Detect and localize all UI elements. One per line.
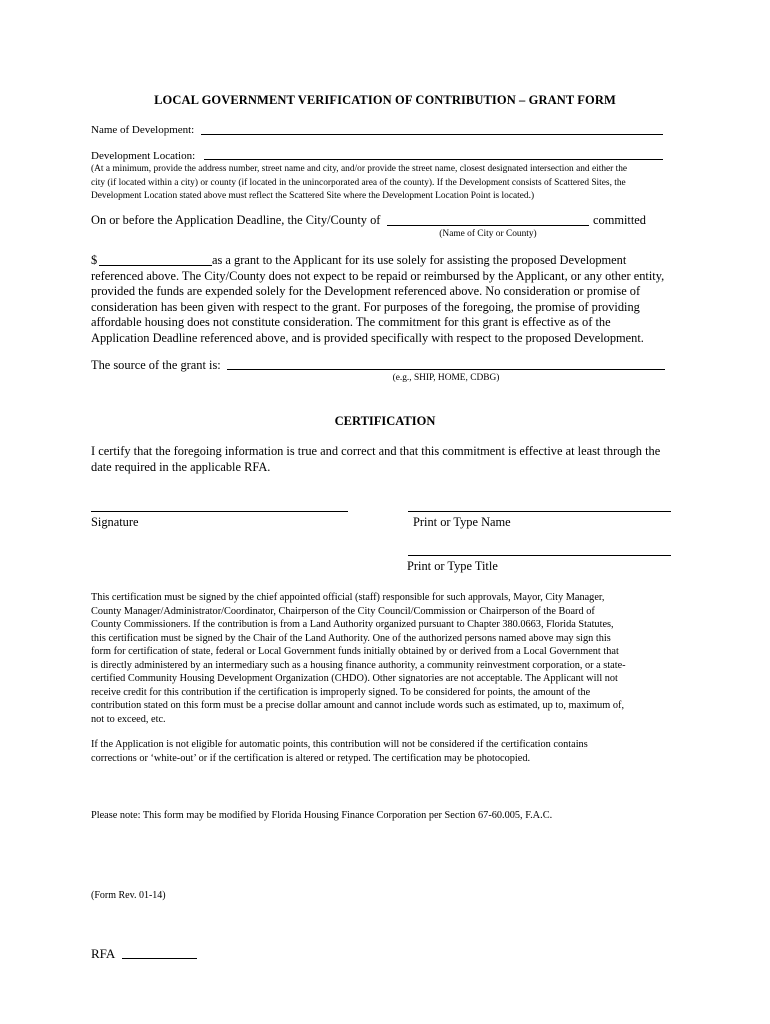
print-name-label: Print or Type Name — [413, 515, 511, 529]
instructions-line: certified Community Housing Development Organization (CHDO). Other signatories are not acceptable. The Applicant will not — [91, 673, 618, 684]
rfa-field[interactable] — [122, 958, 197, 959]
dollar-sign: $ — [91, 253, 98, 267]
instructions-paragraph-1 — [91, 591, 626, 726]
instructions-paragraph-2 — [91, 738, 588, 765]
certification-line-1: I certify that the foregoing information is true and correct and that this commitment is effective at least through the — [91, 444, 661, 458]
source-field[interactable] — [227, 369, 665, 370]
instructions-line: contribution stated on this form must be a precise dollar amount and cannot include words such as estimated, up to, maximum of, — [91, 700, 625, 711]
source-label: The source of the grant is: — [91, 358, 221, 372]
form-revision: (Form Rev. 01-14) — [91, 890, 166, 901]
form-title: LOCAL GOVERNMENT VERIFICATION OF CONTRIBUTION – GRANT FORM — [154, 93, 616, 107]
instructions-line: If the Application is not eligible for automatic points, this contribution will not be considered if the certification contains — [91, 739, 588, 750]
deadline-text: On or before the Application Deadline, the City/County of — [91, 213, 381, 227]
grant-line-5: affordable housing does not constitute consideration. The commitment for this grant is effective as of the — [91, 315, 611, 329]
grant-line-4: consideration has been given with respect to the grant. For purposes of the foregoing, the promise of providing — [91, 299, 640, 314]
name-of-development-label: Name of Development: — [91, 124, 195, 136]
instructions-line: County Commissioners. If the contribution is from a Land Authority organized pursuant to Chapter 380.0663, Florida Statutes, — [91, 619, 614, 630]
signature-field[interactable] — [91, 511, 348, 512]
location-note-line-1: (At a minimum, provide the address number, street name and city, and/or provide the street name, closest designated intersection and either the — [91, 164, 628, 174]
instructions-line: County Manager/Administrator/Coordinator, Chairperson of the City Council/Commission or Chairperson of the Board of — [91, 605, 595, 617]
development-location-field[interactable] — [204, 159, 663, 160]
please-note: Please note: This form may be modified by Florida Housing Finance Corporation per Section 67-60.005, F.A.C. — [91, 810, 553, 821]
grant-line-3: provided the funds are expended solely for the Development referenced above. No consideration or promise of — [91, 284, 641, 298]
instructions-line: receive credit for this contribution if the certification is improperly signed. To be considered for points, the amount of the — [91, 686, 591, 698]
instructions-line: This certification must be signed by the chief appointed official (staff) responsible for such approvals, Mayor, City Manager, — [91, 592, 605, 603]
grant-line-1: as a grant to the Applicant for its use solely for assisting the proposed Development — [212, 253, 627, 267]
name-of-development-field[interactable] — [201, 134, 663, 135]
instructions-line: form for certification of state, federal or Local Government funds initially obtained by or derived from a Local Government that — [91, 646, 619, 657]
instructions-line: not to exceed, etc. — [91, 713, 166, 725]
signature-label: Signature — [91, 515, 139, 529]
certification-heading: CERTIFICATION — [334, 414, 436, 428]
source-caption: (e.g., SHIP, HOME, CDBG) — [392, 373, 500, 383]
development-location-label: Development Location: — [91, 150, 196, 162]
grant-line-2: referenced above. The City/County does not expect to be repaid or reimbursed by the Applicant, or any other entity, — [91, 268, 665, 283]
committed-text: committed — [593, 213, 646, 227]
city-county-caption: (Name of City or County) — [439, 229, 537, 239]
city-county-field[interactable] — [387, 225, 589, 226]
grant-line-6: Application Deadline referenced above, and is provided specifically with respect to the proposed Development. — [91, 330, 644, 345]
print-title-label: Print or Type Title — [407, 559, 498, 573]
print-title-field[interactable] — [408, 555, 671, 556]
instructions-line: is directly administered by an intermediary such as a housing finance authority, a community reinvestment corporation, or a state- — [91, 659, 626, 671]
certification-line-2: date required in the applicable RFA. — [91, 459, 271, 474]
instructions-line: this certification must be signed by the Chair of the Land Authority. One of the authorized persons named above may sign this — [91, 632, 611, 644]
location-note-line-3: Development Location stated above must reflect the Scattered Site where the Development Location Point is located.) — [91, 191, 535, 201]
rfa-label: RFA — [91, 946, 116, 961]
print-name-field[interactable] — [408, 511, 671, 512]
location-note-line-2: city (if located within a city) or county (if located in the unincorporated area of the county). If the Development consists of Scattered Sites, the — [91, 177, 626, 188]
grant-amount-field[interactable] — [99, 265, 212, 266]
instructions-line: corrections or ‘white-out’ or if the certification is altered or retyped. The certification may be photocopied. — [91, 752, 531, 764]
